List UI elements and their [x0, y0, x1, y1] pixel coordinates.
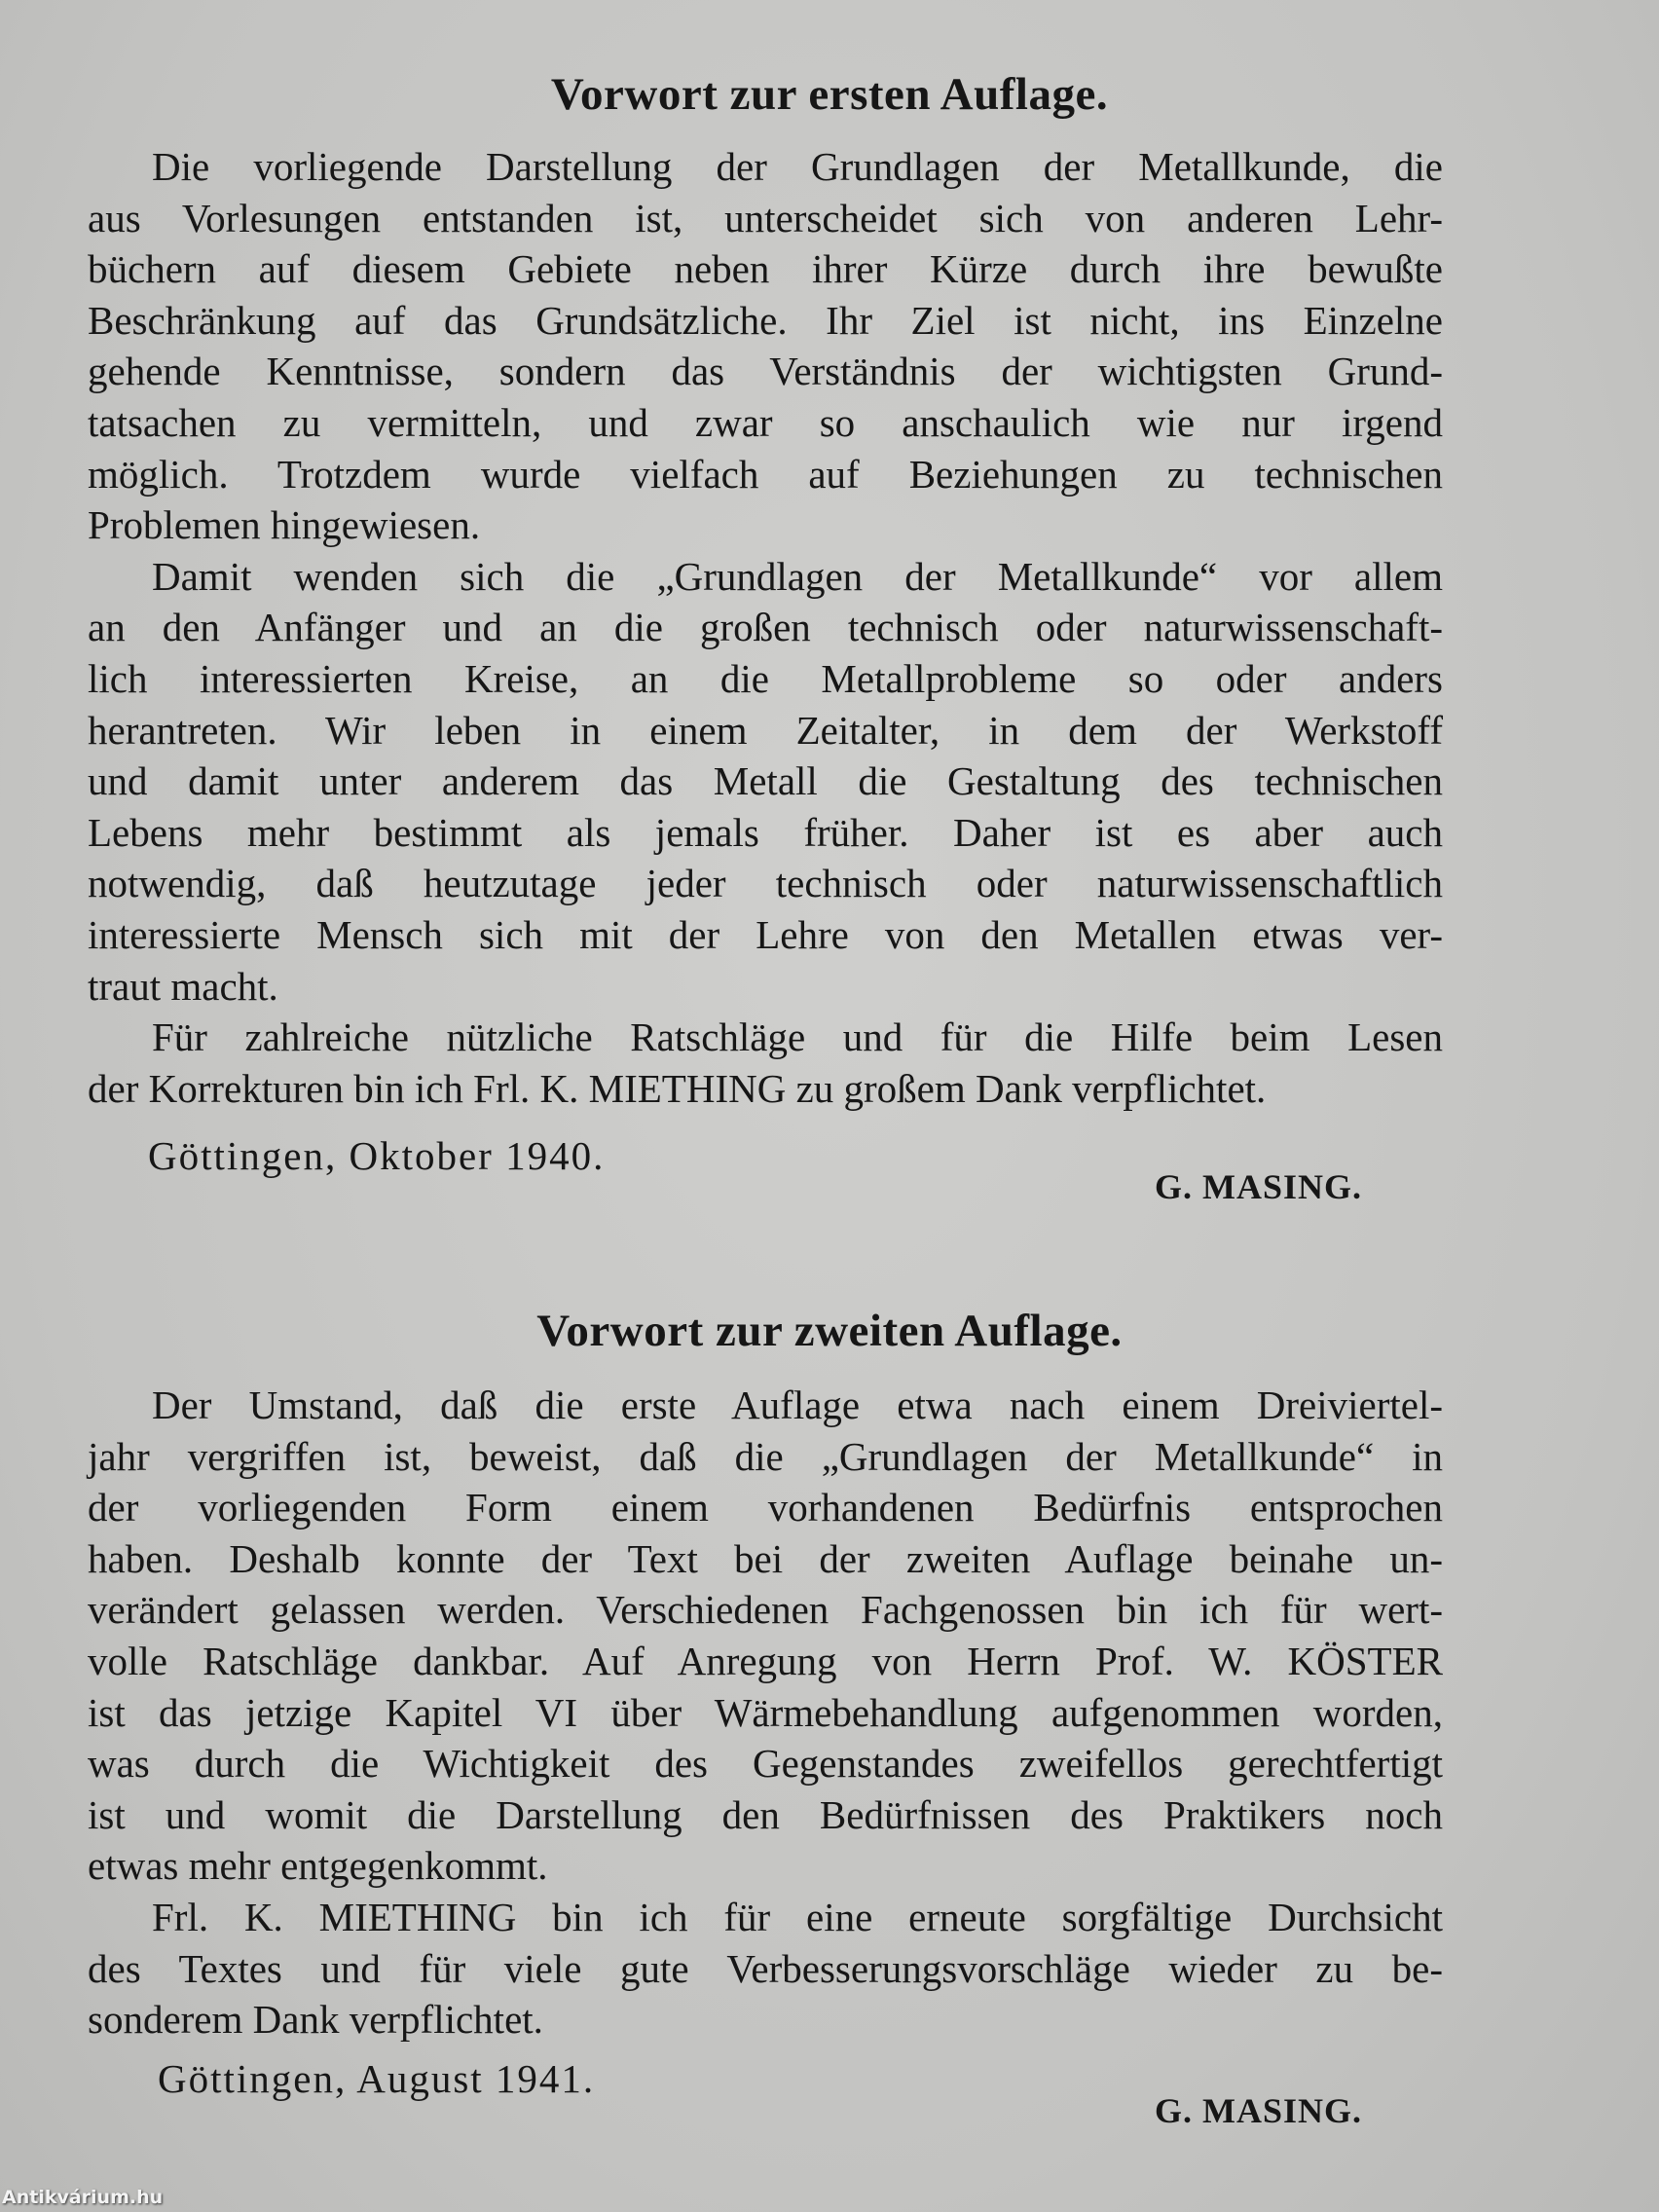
text-line: traut macht. — [88, 963, 278, 1009]
text-line: an den Anfänger und an die großen technisch oder naturwissenschaft- — [88, 605, 1443, 650]
text-line: lich interessierten Kreise, an die Metallprobleme so oder anders — [88, 656, 1443, 701]
text-line: gehende Kenntnisse, sondern das Verständnis der wichtigsten Grund- — [88, 349, 1443, 394]
text-line: herantreten. Wir leben in einem Zeitalter, in dem der Werkstoff — [88, 707, 1443, 753]
text-line: Problemen hingewiesen. — [88, 502, 481, 548]
section-title: Vorwort zur zweiten Auflage. — [536, 1306, 1123, 1356]
text-line: der vorliegenden Form einem vorhandenen Bedürfnis entsprochen — [88, 1485, 1443, 1530]
place-date: Göttingen, August 1941. — [158, 2056, 596, 2101]
text-line: Für zahlreiche nützliche Ratschläge und für die Hilfe beim Lesen — [152, 1014, 1443, 1060]
text-line: und damit unter anderem das Metall die Gestaltung des technischen — [88, 758, 1443, 804]
text-line: der Korrekturen bin ich Frl. K. MIETHING zu großem Dank verpflichtet. — [88, 1065, 1267, 1111]
text-line: ist das jetzige Kapitel VI über Wärmebehandlung aufgenommen worden, — [88, 1689, 1443, 1735]
text-line: Damit wenden sich die „Grundlagen der Metallkunde“ vor allem — [152, 553, 1443, 599]
watermark: Antikvárium.hu — [2, 2187, 164, 2208]
text-line: Der Umstand, daß die erste Auflage etwa nach einem Dreiviertel- — [152, 1382, 1443, 1427]
text-line: sonderem Dank verpflichtet. — [88, 1997, 543, 2043]
author-signature: G. MASING. — [1155, 2091, 1363, 2130]
text-line: des Textes und für viele gute Verbesserungsvorschläge wieder zu be- — [88, 1945, 1443, 1991]
text-line: was durch die Wichtigkeit des Gegenstandes zweifellos gerechtfertigt — [88, 1741, 1443, 1787]
text-line: Die vorliegende Darstellung der Grundlagen der Metallkunde, die — [152, 144, 1443, 189]
text-line: ist und womit die Darstellung den Bedürfnissen des Praktikers noch — [88, 1791, 1443, 1837]
text-line: büchern auf diesem Gebiete neben ihrer Kürze durch ihre bewußte — [88, 246, 1443, 292]
author-signature: G. MASING. — [1155, 1167, 1363, 1206]
text-line: möglich. Trotzdem wurde vielfach auf Beziehungen zu technischen — [88, 451, 1443, 497]
text-line: volle Ratschläge dankbar. Auf Anregung von Herrn Prof. W. KÖSTER — [88, 1639, 1443, 1683]
text-line: haben. Deshalb konnte der Text bei der zweiten Auflage beinahe un- — [88, 1535, 1443, 1581]
text-line: notwendig, daß heutzutage jeder technisch oder naturwissenschaftlich — [88, 861, 1443, 906]
text-line: interessierte Mensch sich mit der Lehre von den Metallen etwas ver- — [88, 912, 1443, 957]
text-line: tatsachen zu vermitteln, und zwar so anschaulich wie nur irgend — [88, 400, 1443, 445]
place-date: Göttingen, Oktober 1940. — [148, 1133, 606, 1178]
text-line: verändert gelassen werden. Verschiedenen Fachgenossen bin ich für wert- — [88, 1587, 1443, 1633]
text-line: jahr vergriffen ist, beweist, daß die „Grundlagen der Metallkunde“ in — [88, 1433, 1443, 1479]
text-line: etwas mehr entgegenkommt. — [88, 1843, 548, 1889]
text-line: aus Vorlesungen entstanden ist, unterscheidet sich von anderen Lehr- — [88, 195, 1443, 240]
section-title: Vorwort zur ersten Auflage. — [550, 69, 1109, 120]
text-line: Frl. K. MIETHING bin ich für eine erneute sorgfältige Durchsicht — [152, 1895, 1443, 1939]
text-line: Beschränkung auf das Grundsätzliche. Ihr Ziel ist nicht, ins Einzelne — [88, 297, 1443, 343]
text-line: Lebens mehr bestimmt als jemals früher. Daher ist es aber auch — [88, 809, 1443, 855]
